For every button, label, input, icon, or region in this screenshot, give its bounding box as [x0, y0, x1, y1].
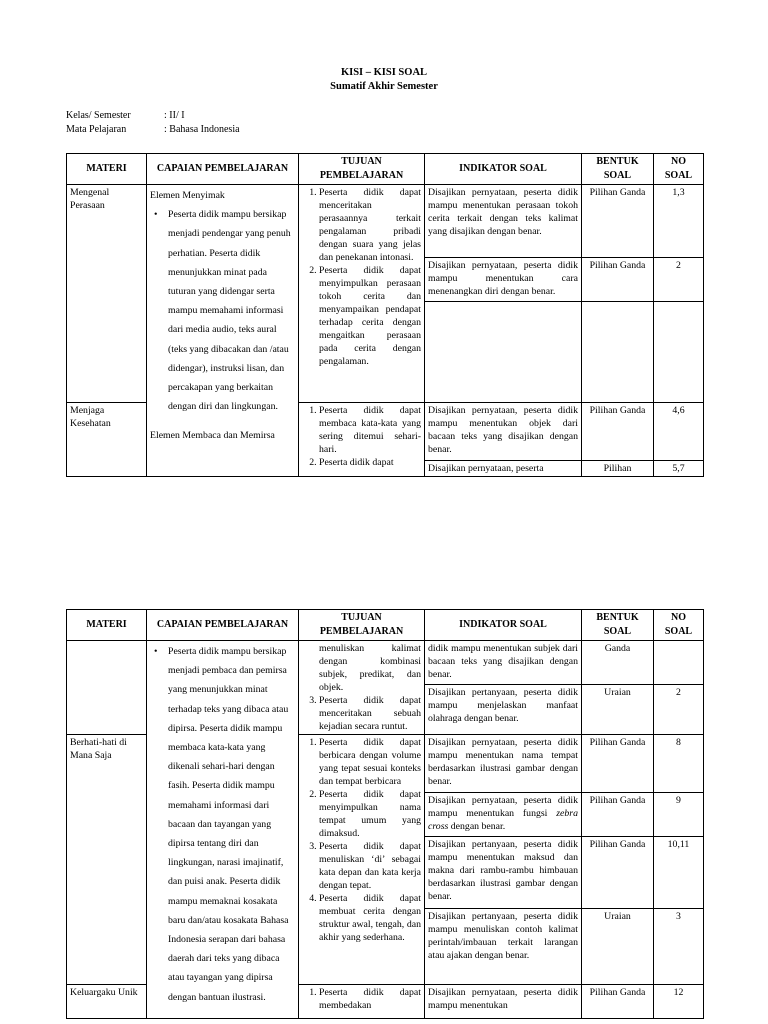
meta-label: Mata Pelajaran	[66, 124, 127, 135]
header-no: NO SOAL	[654, 610, 704, 641]
bentuk-cell: Pilihan Ganda	[582, 258, 654, 302]
tujuan-item: 4. Peserta didik dapat membuat cerita dengan struktur awal, tengah, dan akhir yang sederhana.	[319, 892, 421, 944]
no-cell	[654, 641, 704, 685]
tujuan-item: 1. Peserta didik dapat membedakan	[319, 986, 421, 1012]
indikator-cell	[425, 302, 582, 403]
meta-kelas	[66, 110, 185, 121]
indikator-cell: Disajikan pernyataan, peserta didik mampu menentukan nama tempat berdasarkan ilustrasi gambar dengan benar.	[425, 735, 582, 793]
header-bentuk: BENTUK SOAL	[582, 154, 654, 185]
tujuan-item: 2. Peserta didik dapat menyimpulkan perasaan tokoh cerita dan menyampaikan pendapat terhadap cerita dengan mengaitkan perasaan pada cerita dengan pengalaman.	[319, 264, 421, 368]
header-capaian: CAPAIAN PEMBELAJARAN	[147, 154, 299, 185]
no-cell: 2	[654, 258, 704, 302]
tujuan-cell	[299, 185, 425, 403]
tujuan-cell	[299, 403, 425, 477]
no-cell: 5,7	[654, 461, 704, 477]
header-bentuk: BENTUK SOAL	[582, 610, 654, 641]
capaian-cell	[147, 641, 299, 1019]
no-cell: 3	[654, 909, 704, 985]
header-row	[67, 610, 704, 641]
bentuk-cell	[582, 302, 654, 403]
tujuan-item: 2. Peserta didik dapat	[319, 456, 421, 469]
header-indikator: INDIKATOR SOAL	[425, 154, 582, 185]
tujuan-item: 1. Peserta didik dapat berbicara dengan volume yang tepat sesuai konteks dan tempat berbicara	[319, 736, 421, 788]
no-cell: 10,11	[654, 837, 704, 909]
tujuan-cell	[299, 985, 425, 1019]
indikator-cell: Disajikan pertanyaan, peserta didik mampu menuliskan contoh kalimat perintah/imbauan terkait larangan atau ajakan dengan benar.	[425, 909, 582, 985]
indikator-cell: Disajikan pernyataan, peserta	[425, 461, 582, 477]
materi-cell: Mengenal Perasaan	[67, 185, 147, 403]
header-materi: MATERI	[67, 610, 147, 641]
bentuk-cell: Pilihan Ganda	[582, 837, 654, 909]
bentuk-cell: Pilihan Ganda	[582, 735, 654, 793]
header-materi: MATERI	[67, 154, 147, 185]
indikator-cell: Disajikan pernyataan, peserta didik mampu menentukan objek dari bacaan teks yang disajikan dengan benar.	[425, 403, 582, 461]
capaian-elemen: Elemen Menyimak	[150, 190, 225, 201]
capaian-bullet: • Peserta didik mampu bersikap menjadi pendengar yang penuh perhatian. Peserta didik menunjukkan minat pada tuturan yang didengar serta mampu memahami informasi dari media audio, teks aural (teks yang dibacakan dan /atau didengar), instruksi lisan, dan percakapan yang berkaitan dengan diri dan lingkungan.	[150, 205, 295, 416]
header-no: NO SOAL	[654, 154, 704, 185]
meta-mapel	[66, 124, 240, 135]
header-capaian: CAPAIAN PEMBELAJARAN	[147, 610, 299, 641]
bentuk-cell: Pilihan Ganda	[582, 185, 654, 258]
bentuk-cell: Pilihan Ganda	[582, 985, 654, 1019]
indikator-text: Disajikan pernyataan, peserta didik mampu menentukan fungsi	[428, 795, 578, 819]
bentuk-cell: Pilihan Ganda	[582, 793, 654, 837]
header-tujuan: TUJUAN PEMBELAJARAN	[299, 610, 425, 641]
tujuan-item: 1. Peserta didik dapat membaca kata-kata yang sering ditemui sehari-hari.	[319, 404, 421, 456]
no-cell: 9	[654, 793, 704, 837]
header-indikator: INDIKATOR SOAL	[425, 610, 582, 641]
indikator-cell: Disajikan pernyataan, peserta didik mampu menentukan cara menenangkan diri dengan benar.	[425, 258, 582, 302]
materi-cell: Menjaga Kesehatan	[67, 403, 147, 477]
indikator-cell: Disajikan pernyataan, peserta didik mampu menentukan perasaan tokoh cerita terkait dengan teks kalimat yang disajikan dengan benar.	[425, 185, 582, 258]
table-row	[67, 185, 704, 258]
bentuk-cell: Pilihan Ganda	[582, 403, 654, 461]
table-row	[67, 641, 704, 685]
indikator-cell: didik mampu menentukan subjek dari bacaan teks yang disajikan dengan benar.	[425, 641, 582, 685]
tujuan-item: 1. Peserta didik dapat menceritakan perasaannya terkait pengalaman pribadi dengan suara yang jelas dan penekanan intonasi.	[319, 186, 421, 264]
materi-cell: Berhati-hati di Mana Saja	[67, 735, 147, 985]
meta-value: : II/ I	[164, 110, 185, 121]
meta-value: : Bahasa Indonesia	[164, 124, 240, 135]
tujuan-item: 3. Peserta didik dapat menceritakan sebuah kejadian secara runtut.	[319, 694, 421, 733]
tujuan-item-cont: menuliskan kalimat dengan kombinasi subjek, predikat, dan objek.	[319, 643, 421, 693]
tujuan-item: 3. Peserta didik dapat menuliskan ‘di’ sebagai kata depan dan kata kerja dengan tepat.	[319, 840, 421, 892]
indikator-text: dengan benar.	[448, 821, 506, 832]
bentuk-cell: Uraian	[582, 909, 654, 985]
materi-cell	[67, 641, 147, 735]
no-cell: 12	[654, 985, 704, 1019]
header-tujuan: TUJUAN PEMBELAJARAN	[299, 154, 425, 185]
indikator-cell: Disajikan pernyataan, peserta didik mampu menentukan	[425, 985, 582, 1019]
indikator-cell: Disajikan pertanyaan, peserta didik mampu menentukan maksud dan makna dari rambu-rambu himbauan berdasarkan ilustrasi gambar dengan benar.	[425, 837, 582, 909]
tujuan-cell	[299, 735, 425, 985]
no-cell	[654, 302, 704, 403]
capaian-bullet: • Peserta didik mampu bersikap menjadi pembaca dan pemirsa yang menunjukkan minat terhadap teks yang dibaca atau dipirsa. Peserta didik mampu membaca kata-kata yang dikenali sehari-hari dengan fasih. Peserta didik mampu memahami informasi dari bacaan dan tayangan yang dipirsa tentang diri dan lingkungan, narasi imajinatif, dan puisi anak. Peserta didik mampu memaknai kosakata baru dan/atau kosakata Bahasa Indonesia serapan dari bahasa daerah dari teks yang dibaca atau tayangan yang dipirsa dengan bantuan ilustrasi.	[150, 642, 295, 1007]
bentuk-cell: Pilihan	[582, 461, 654, 477]
capaian-elemen: Elemen Membaca dan Memirsa	[150, 430, 275, 442]
no-cell: 2	[654, 685, 704, 735]
capaian-cell	[147, 185, 299, 477]
no-cell: 8	[654, 735, 704, 793]
indikator-cell: Disajikan pertanyaan, peserta didik mampu menjelaskan manfaat olahraga dengan benar.	[425, 685, 582, 735]
tujuan-cell	[299, 641, 425, 735]
bentuk-cell: Uraian	[582, 685, 654, 735]
bentuk-cell: Ganda	[582, 641, 654, 685]
no-cell: 1,3	[654, 185, 704, 258]
kisi-table-2	[66, 609, 704, 1019]
materi-cell: Keluargaku Unik	[67, 985, 147, 1019]
meta-label: Kelas/ Semester	[66, 110, 131, 121]
doc-subtitle: Sumatif Akhir Semester	[330, 81, 438, 92]
tujuan-item: 2. Peserta didik dapat menyimpulkan nama tempat umum yang dimaksud.	[319, 788, 421, 840]
no-cell: 4,6	[654, 403, 704, 461]
indikator-cell	[425, 793, 582, 837]
kisi-table-1	[66, 153, 704, 477]
header-row	[67, 154, 704, 185]
doc-title: KISI – KISI SOAL	[340, 67, 428, 78]
indikator-emphasis: zebra cross	[428, 808, 578, 832]
